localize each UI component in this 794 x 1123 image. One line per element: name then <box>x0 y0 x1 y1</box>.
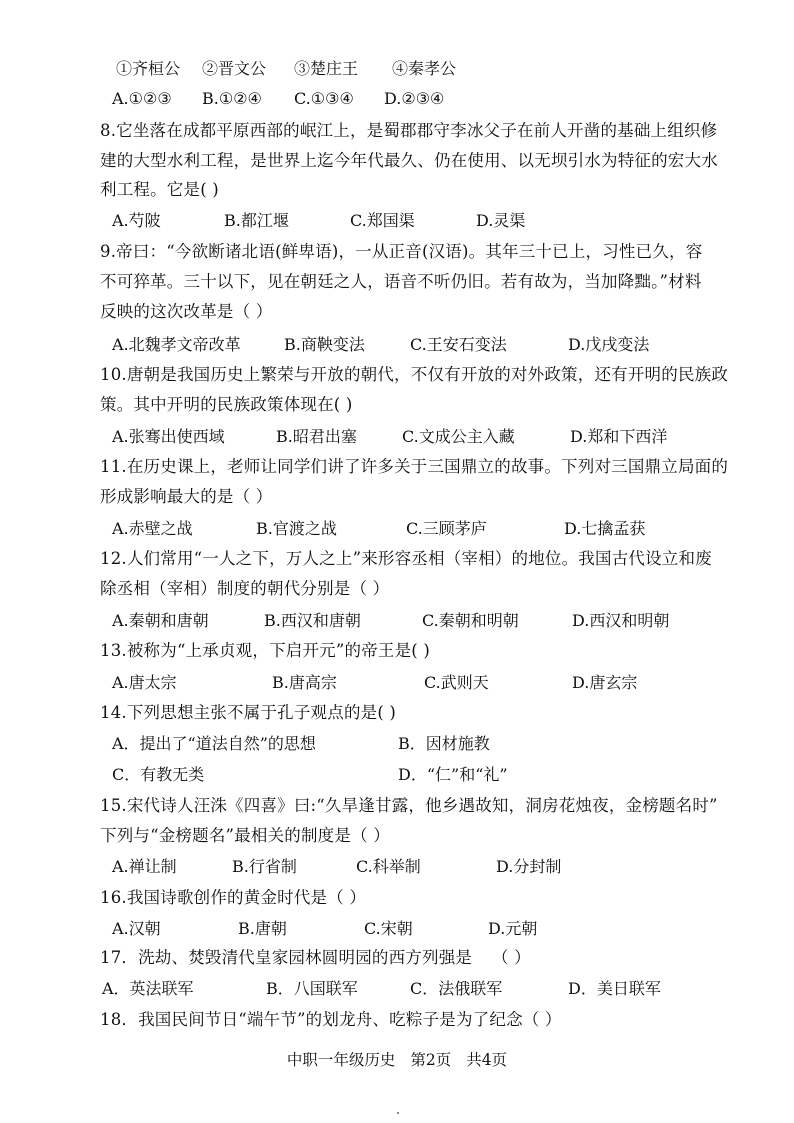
q11-option-d[interactable]: D.七擒孟获 <box>564 519 646 538</box>
q10-option-c[interactable]: C.文成公主入藏 <box>402 427 515 446</box>
q15-option-d[interactable]: D.分封制 <box>496 857 562 876</box>
q10-option-a[interactable]: A.张骞出使西域 <box>112 427 225 446</box>
q12-stem-line-1: 12.人们常用“一人之下，万人之上”来形容丞相（宰相）的地位。我国古代设立和废 <box>100 549 712 568</box>
q10-option-b[interactable]: B.昭君出塞 <box>276 427 357 446</box>
q8-stem-line-3: 利工程。它是( ) <box>100 180 219 199</box>
q15-option-c[interactable]: C.科举制 <box>356 857 421 876</box>
q10-stem-line-2: 策。其中开明的民族政策体现在( ) <box>100 395 353 414</box>
q15-stem-line-2: 下列与“金榜题名”最相关的制度是（ ） <box>100 826 390 845</box>
q10-option-d[interactable]: D.郑和下西洋 <box>570 427 668 446</box>
q14-stem-line-1: 14.下列思想主张不属于孔子观点的是( ) <box>100 703 397 722</box>
footer-page-number: 第2页 <box>410 1051 452 1069</box>
q16-stem-line-1: 16.我国诗歌创作的黄金时代是（ ） <box>100 888 367 907</box>
q7-item-1: ①齐桓公 <box>116 59 181 78</box>
q12-option-a[interactable]: A.秦朝和唐朝 <box>112 611 209 630</box>
q14-option-d[interactable]: D．“仁”和“礼” <box>398 765 508 784</box>
q7-option-a[interactable]: A.①②③ <box>112 89 172 108</box>
q17-option-d[interactable]: D．美日联军 <box>568 979 661 998</box>
q16-option-c[interactable]: C.宋朝 <box>364 919 413 938</box>
q15-option-a[interactable]: A.禅让制 <box>112 857 177 876</box>
q17-stem-line-1: 17．洗劫、焚毁清代皇家园林圆明园的西方列强是 <box>100 948 473 967</box>
q8-option-d[interactable]: D.灵渠 <box>476 211 526 230</box>
q8-stem-line-2: 建的大型水利工程，是世界上迄今年代最久、仍在使用、以无坝引水为特征的宏大水 <box>100 151 718 170</box>
q12-stem-line-2: 除丞相（宰相）制度的朝代分别是（ ） <box>100 579 390 598</box>
q13-option-d[interactable]: D.唐玄宗 <box>572 673 638 692</box>
q9-option-a[interactable]: A.北魏孝文帝改革 <box>112 335 241 354</box>
q11-stem-line-1: 11.在历史课上，老师让同学们讲了许多关于三国鼎立的故事。下列对三国鼎立局面的 <box>100 457 729 476</box>
q14-option-a[interactable]: A．提出了“道法自然”的思想 <box>112 734 316 753</box>
q15-option-b[interactable]: B.行省制 <box>232 857 297 876</box>
q7-option-d[interactable]: D.②③④ <box>384 89 445 108</box>
q13-option-a[interactable]: A.唐太宗 <box>112 673 177 692</box>
q7-item-2: ②晋文公 <box>202 59 267 78</box>
q16-option-a[interactable]: A.汉朝 <box>112 919 161 938</box>
q9-option-c[interactable]: C.王安石变法 <box>410 335 507 354</box>
q8-option-b[interactable]: B.都江堰 <box>224 211 289 230</box>
q9-option-d[interactable]: D.戊戌变法 <box>568 335 650 354</box>
q9-stem-line-2: 不可猝革。三十以下，见在朝廷之人，语音不听仍旧。若有故为，当加降黜。”材料 <box>100 272 702 291</box>
q7-option-b[interactable]: B.①②④ <box>202 89 262 108</box>
q12-option-d[interactable]: D.西汉和明朝 <box>572 611 670 630</box>
q10-stem-line-1: 10.唐朝是我国历史上繁荣与开放的朝代，不仅有开放的对外政策，还有开明的民族政 <box>100 365 729 384</box>
q17-answer-blank[interactable]: （ ） <box>492 948 531 967</box>
q14-option-b[interactable]: B．因材施教 <box>398 734 490 753</box>
q11-stem-line-2: 形成影响最大的是（ ） <box>100 487 273 506</box>
q16-option-d[interactable]: D.元朝 <box>488 919 538 938</box>
q12-option-b[interactable]: B.西汉和唐朝 <box>264 611 361 630</box>
q16-option-b[interactable]: B.唐朝 <box>238 919 287 938</box>
scan-speck <box>397 1112 399 1114</box>
q7-item-3: ③楚庄王 <box>294 59 359 78</box>
q18-stem-line-1: 18．我国民间节日“端午节”的划龙舟、吃粽子是为了纪念（ ） <box>100 1010 562 1029</box>
q9-stem-line-3: 反映的这次改革是（ ） <box>100 302 273 321</box>
q17-option-b[interactable]: B．八国联军 <box>266 979 358 998</box>
q11-option-c[interactable]: C.三顾茅庐 <box>406 519 487 538</box>
q13-option-c[interactable]: C.武则天 <box>424 673 489 692</box>
q8-stem-line-1: 8.它坐落在成都平原西部的岷江上，是蜀郡郡守李冰父子在前人开凿的基础上组织修 <box>100 121 718 140</box>
q8-option-a[interactable]: A.芍陂 <box>112 211 161 230</box>
q17-option-c[interactable]: C．法俄联军 <box>410 979 503 998</box>
q17-option-a[interactable]: A．英法联军 <box>102 979 194 998</box>
q15-stem-line-1: 15.宋代诗人汪洙《四喜》曰:“久旱逢甘露，他乡遇故知，洞房花烛夜，金榜题名时” <box>100 796 718 815</box>
q11-option-b[interactable]: B.官渡之战 <box>256 519 337 538</box>
page-footer <box>0 1050 794 1070</box>
q13-stem-line-1: 13.被称为“上承贞观，下启开元”的帝王是( ) <box>100 641 431 660</box>
q7-option-c[interactable]: C.①③④ <box>294 89 354 108</box>
q9-option-b[interactable]: B.商鞅变法 <box>284 335 365 354</box>
footer-course: 中职一年级历史 <box>286 1051 396 1069</box>
q7-item-4: ④秦孝公 <box>392 59 457 78</box>
q13-option-b[interactable]: B.唐高宗 <box>272 673 337 692</box>
q11-option-a[interactable]: A.赤壁之战 <box>112 519 193 538</box>
q14-option-c[interactable]: C．有教无类 <box>112 765 205 784</box>
q12-option-c[interactable]: C.秦朝和明朝 <box>422 611 519 630</box>
q8-option-c[interactable]: C.郑国渠 <box>350 211 415 230</box>
footer-total-pages: 共4页 <box>466 1051 508 1069</box>
q9-stem-line-1: 9.帝曰：“今欲断诸北语(鲜卑语)，一从正音(汉语)。其年三十已上，习性已久，容 <box>100 242 703 261</box>
